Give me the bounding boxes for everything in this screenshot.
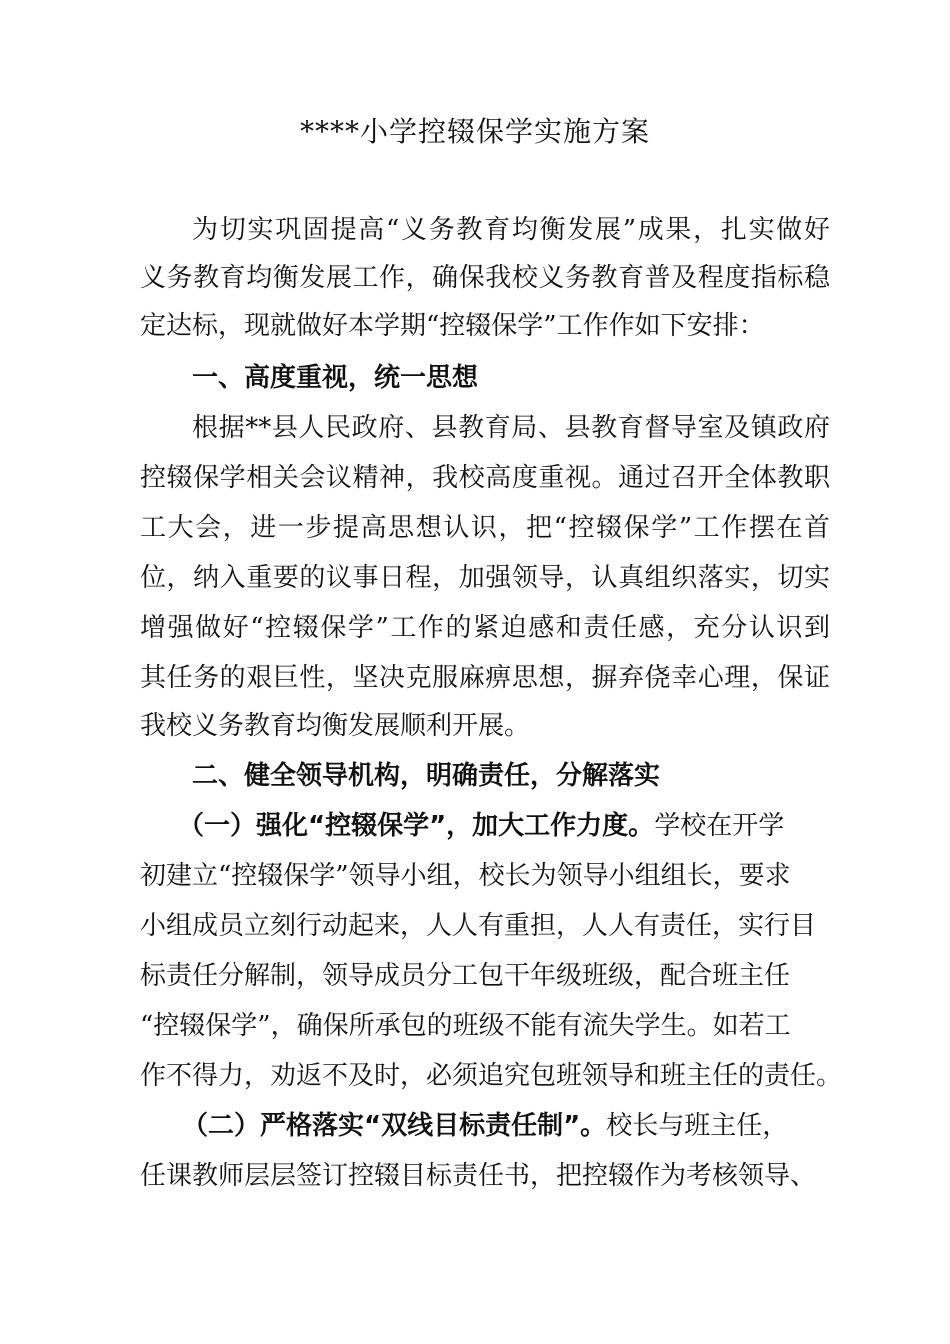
section2-sub2-lead: （二）严格落实“双线目标责任制”。 [182, 1111, 607, 1141]
intro-line-3: 定达标，现就做好本学期“控辍保学”工作作如下安排： [140, 311, 765, 341]
section2-sub1-line-1: 初建立“控辍保学”领导小组，校长为领导小组组长，要求 [140, 861, 791, 891]
section1-heading: 一、高度重视，统一思想 [192, 363, 479, 393]
document-title: ****小学控辍保学实施方案 [299, 115, 650, 148]
section2-sub1-line-3: 标责任分解制，领导成员分工包干年级班级，配合班主任 [140, 961, 791, 991]
section2-sub1-line-4: “控辍保学”，确保所承包的班级不能有流失学生。如若工 [140, 1011, 791, 1041]
section1-line-3: 工大会，进一步提高思想认识，把“控辍保学”工作摆在首 [140, 513, 830, 543]
section1-line-6: 其任务的艰巨性，坚决克服麻痹思想，摒弃侥幸心理，保证 [140, 663, 830, 693]
section1-line-4: 位，纳入重要的议事日程，加强领导，认真组织落实，切实 [140, 563, 830, 593]
section2-sub1-first-rest: 学校在开学 [654, 811, 785, 841]
section1-line-7: 我校义务教育均衡发展顺利开展。 [140, 711, 531, 741]
intro-line-2: 义务教育均衡发展工作，确保我校义务教育普及程度指标稳 [140, 263, 830, 293]
section1-line-2: 控辍保学相关会议精神，我校高度重视。通过召开全体教职 [140, 463, 830, 493]
section2-heading: 二、健全领导机构，明确责任，分解落实 [192, 761, 661, 791]
section1-line-1: 根据**县人民政府、县教育局、县教育督导室及镇政府 [192, 413, 830, 443]
section2-sub1-first-line [178, 808, 816, 844]
section2-sub2-first-rest: 校长与班主任， [606, 1111, 789, 1141]
section2-sub1-lead: （一）强化“控辍保学”，加大工作力度。 [178, 811, 655, 841]
section2-sub1-line-5: 作不得力，劝返不及时，必须追究包班领导和班主任的责任。 [140, 1061, 843, 1091]
section2-sub1-line-2: 小组成员立刻行动起来，人人有重担，人人有责任，实行目 [140, 911, 817, 941]
section2-sub2-first-line [182, 1108, 820, 1144]
section2-sub2-line-1: 任课教师层层签订控辍目标责任书，把控辍作为考核领导、 [140, 1161, 817, 1191]
section1-line-5: 增强做好“控辍保学”工作的紧迫感和责任感，充分认识到 [140, 613, 830, 643]
intro-line-1: 为切实巩固提高“义务教育均衡发展”成果，扎实做好 [192, 215, 830, 245]
